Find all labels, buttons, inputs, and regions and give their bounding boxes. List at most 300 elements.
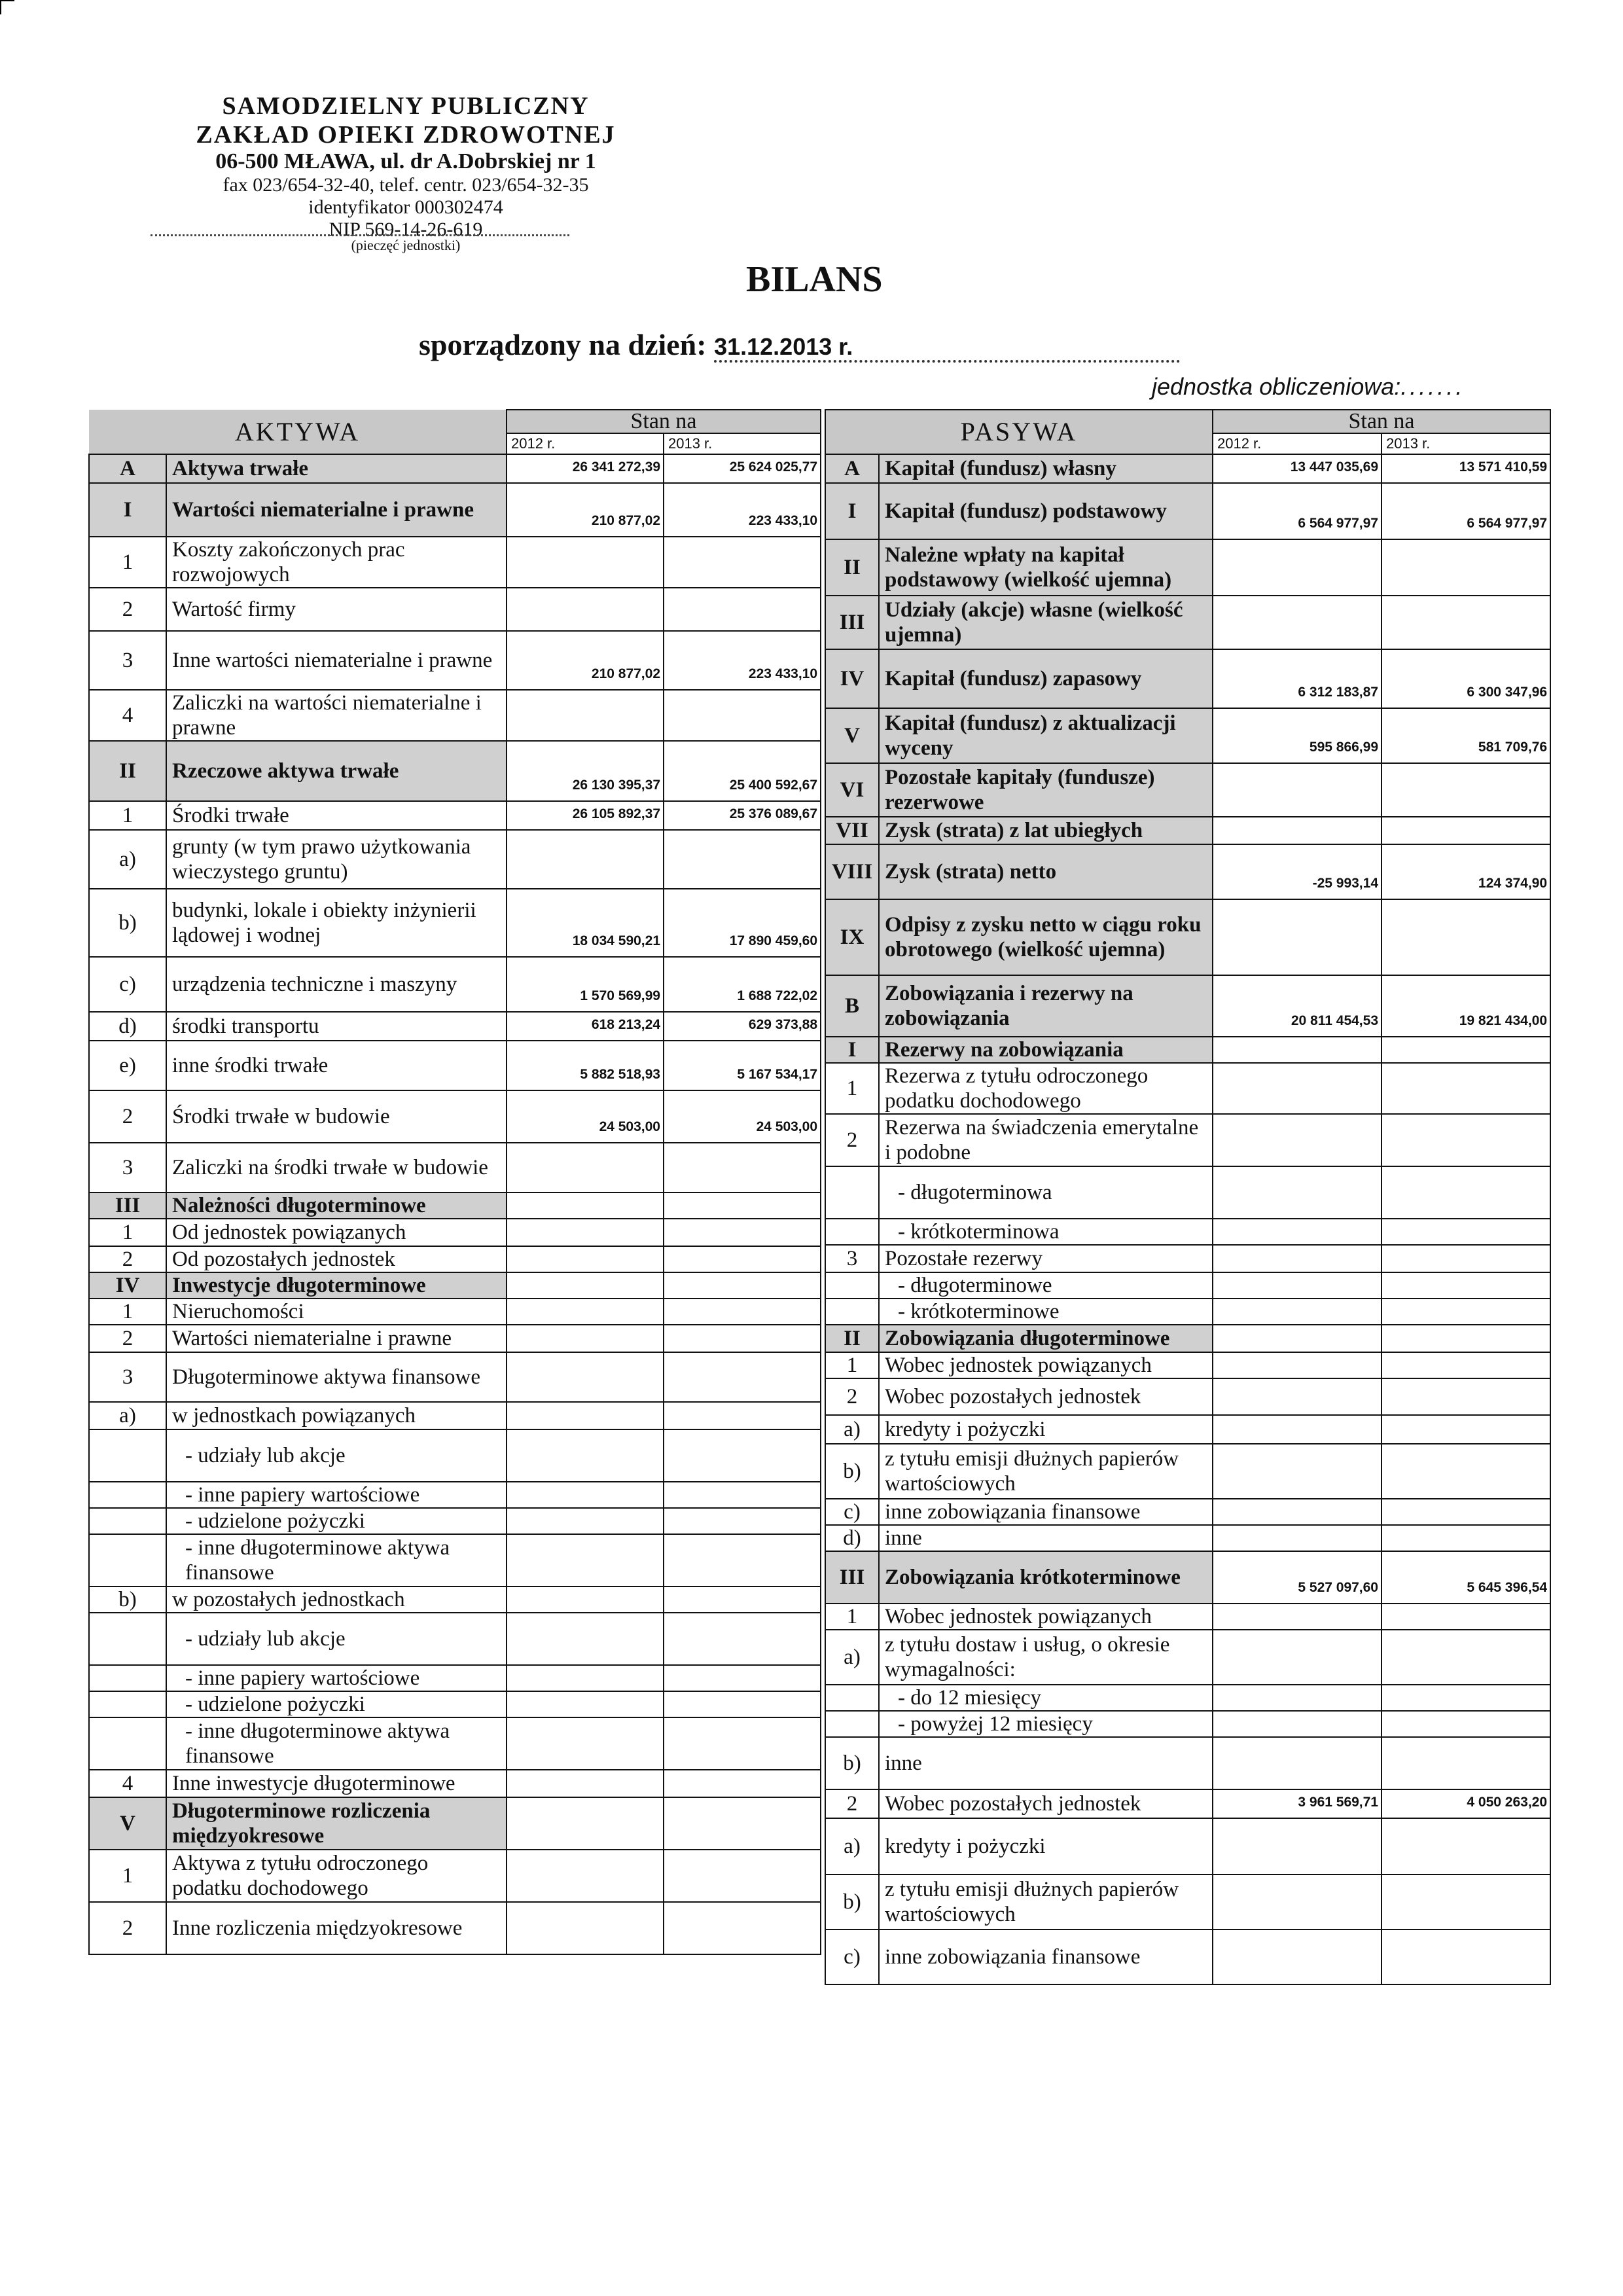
asset-row [89, 1299, 821, 1325]
asset-value-2012: 26 341 272,39 [507, 454, 664, 483]
liability-value-2012 [1213, 1063, 1382, 1114]
liability-row [825, 483, 1550, 539]
liability-value-2012 [1213, 1219, 1382, 1245]
liability-value-2012 [1213, 1299, 1382, 1325]
asset-row-label: - udzielone pożyczki [166, 1508, 507, 1534]
liability-value-2012: 20 811 454,53 [1213, 975, 1382, 1037]
asset-row [89, 1219, 821, 1246]
liability-row [825, 1166, 1550, 1219]
asset-row-label: - udziały lub akcje [166, 1429, 507, 1482]
liability-value-2012 [1213, 1499, 1382, 1525]
asset-row-number: 3 [89, 1352, 166, 1402]
liability-value-2013: 6 300 347,96 [1382, 649, 1550, 708]
liability-row-number: A [825, 454, 879, 483]
assets-header-row [89, 410, 821, 433]
stamp-dotted-line [151, 234, 569, 236]
asset-value-2013 [664, 1429, 821, 1482]
stamp-line-5: identyfikator 000302474 [308, 196, 503, 218]
liability-row-label: Wobec pozostałych jednostek [879, 1378, 1213, 1415]
liability-row-label: inne [879, 1525, 1213, 1551]
liability-row-number [825, 1166, 879, 1219]
liability-value-2012: 6 312 183,87 [1213, 649, 1382, 708]
asset-row [89, 1850, 821, 1902]
asset-row-number [89, 1482, 166, 1508]
asset-value-2012 [507, 1717, 664, 1770]
asset-value-2013 [664, 1508, 821, 1534]
document-title: BILANS [746, 259, 883, 300]
liability-row-number: II [825, 539, 879, 596]
liability-row-label: Rezerwa na świadczenia emerytalne i podobne [879, 1114, 1213, 1166]
asset-row-label: Długoterminowe aktywa finansowe [166, 1352, 507, 1402]
liability-row [825, 1219, 1550, 1245]
asset-value-2012 [507, 1613, 664, 1665]
asset-value-2012: 618 213,24 [507, 1012, 664, 1041]
asset-value-2013 [664, 1193, 821, 1219]
liability-value-2013 [1382, 1444, 1550, 1499]
liability-value-2013 [1382, 1325, 1550, 1352]
liability-row-label: Wobec jednostek powiązanych [879, 1604, 1213, 1630]
liability-row-number [825, 1272, 879, 1299]
asset-row-label: Środki trwałe [166, 801, 507, 830]
liabilities-year-2012: 2012 r. [1213, 433, 1382, 454]
asset-row-number: b) [89, 1587, 166, 1613]
asset-value-2012 [507, 1143, 664, 1193]
liability-value-2013: 13 571 410,59 [1382, 454, 1550, 483]
liability-value-2013 [1382, 1378, 1550, 1415]
subtitle-prefix: sporządzony na dzień: [419, 328, 707, 361]
asset-row [89, 1665, 821, 1691]
assets-year-2012: 2012 r. [507, 433, 664, 454]
liability-row [825, 596, 1550, 649]
liability-row-label: Wobec jednostek powiązanych [879, 1352, 1213, 1378]
asset-value-2013 [664, 1352, 821, 1402]
liability-value-2012 [1213, 1630, 1382, 1685]
asset-value-2012: 24 503,00 [507, 1090, 664, 1143]
asset-value-2013 [664, 588, 821, 631]
liability-value-2013 [1382, 1037, 1550, 1063]
asset-row-number: 2 [89, 588, 166, 631]
liability-row-number [825, 1299, 879, 1325]
asset-row [89, 1613, 821, 1665]
liability-value-2013: 4 050 263,20 [1382, 1789, 1550, 1818]
liability-row-label: inne zobowiązania finansowe [879, 1929, 1213, 1984]
liability-value-2012 [1213, 539, 1382, 596]
liability-value-2012 [1213, 596, 1382, 649]
liability-row-number: b) [825, 1444, 879, 1499]
asset-row-number: 1 [89, 537, 166, 588]
liability-row-number: b) [825, 1874, 879, 1929]
liability-row-label: Rezerwa z tytułu odroczonego podatku dochodowego [879, 1063, 1213, 1114]
unit-label: jednostka obliczeniowa: [1152, 373, 1401, 400]
liability-value-2012 [1213, 1929, 1382, 1984]
asset-row-label: Aktywa z tytułu odroczonego podatku dochodowego [166, 1850, 507, 1902]
liability-value-2012 [1213, 1114, 1382, 1166]
asset-value-2012 [507, 1850, 664, 1902]
asset-row-label: Należności długoterminowe [166, 1193, 507, 1219]
liability-row-number: c) [825, 1929, 879, 1984]
liability-value-2013 [1382, 1063, 1550, 1114]
asset-value-2012: 26 105 892,37 [507, 801, 664, 830]
asset-row-label: w pozostałych jednostkach [166, 1587, 507, 1613]
asset-row [89, 957, 821, 1012]
asset-value-2013 [664, 537, 821, 588]
asset-value-2013: 25 400 592,67 [664, 741, 821, 801]
asset-row-number: 2 [89, 1902, 166, 1954]
asset-row-number: II [89, 741, 166, 801]
liability-value-2013 [1382, 1166, 1550, 1219]
asset-row-number [89, 1717, 166, 1770]
liability-value-2012 [1213, 817, 1382, 844]
asset-row [89, 631, 821, 690]
asset-row-number: d) [89, 1012, 166, 1041]
asset-row-label: - inne długoterminowe aktywa finansowe [166, 1717, 507, 1770]
liability-row-label: Zobowiązania krótkoterminowe [879, 1551, 1213, 1604]
liability-row [825, 1299, 1550, 1325]
asset-row [89, 1246, 821, 1272]
asset-row-number: I [89, 483, 166, 537]
asset-row-number: 2 [89, 1090, 166, 1143]
asset-value-2013 [664, 1402, 821, 1429]
liability-row [825, 1063, 1550, 1114]
liability-value-2012: 3 961 569,71 [1213, 1789, 1382, 1818]
liability-row [825, 1737, 1550, 1789]
assets-header: AKTYWA [89, 410, 507, 454]
asset-row [89, 1402, 821, 1429]
liability-value-2013 [1382, 1352, 1550, 1378]
asset-row-label: Wartości niematerialne i prawne [166, 1325, 507, 1352]
asset-row [89, 1482, 821, 1508]
asset-row-number: b) [89, 889, 166, 957]
asset-row-label: Długoterminowe rozliczenia międzyokresowe [166, 1797, 507, 1850]
liability-value-2013: 581 709,76 [1382, 708, 1550, 763]
liability-row-label: - długoterminowe [879, 1272, 1213, 1299]
liability-row [825, 1352, 1550, 1378]
liability-value-2013 [1382, 1630, 1550, 1685]
asset-value-2013 [664, 1325, 821, 1352]
asset-row [89, 1041, 821, 1090]
liability-value-2013 [1382, 1929, 1550, 1984]
asset-row-label: Aktywa trwałe [166, 454, 507, 483]
asset-row-label: Zaliczki na wartości niematerialne i prawne [166, 690, 507, 741]
asset-value-2012 [507, 1429, 664, 1482]
asset-row-number: 4 [89, 1770, 166, 1797]
liability-row-label: Kapitał (fundusz) z aktualizacji wyceny [879, 708, 1213, 763]
asset-value-2013 [664, 1850, 821, 1902]
asset-row [89, 1902, 821, 1954]
liability-value-2012 [1213, 1245, 1382, 1272]
asset-value-2012 [507, 537, 664, 588]
asset-row-number: 1 [89, 1299, 166, 1325]
asset-row [89, 1352, 821, 1402]
liability-value-2012 [1213, 1325, 1382, 1352]
liability-value-2013 [1382, 1299, 1550, 1325]
asset-row [89, 1797, 821, 1850]
liability-value-2013: 5 645 396,54 [1382, 1551, 1550, 1604]
liability-value-2013 [1382, 899, 1550, 975]
asset-row-number [89, 1613, 166, 1665]
liability-row [825, 1499, 1550, 1525]
liability-row-number: III [825, 1551, 879, 1604]
liability-row-number [825, 1711, 879, 1737]
liability-value-2012 [1213, 1166, 1382, 1219]
assets-table [88, 409, 821, 1955]
liability-value-2012 [1213, 1037, 1382, 1063]
liability-value-2012 [1213, 763, 1382, 817]
liabilities-header: PASYWA [825, 410, 1213, 454]
liability-row-label: kredyty i pożyczki [879, 1415, 1213, 1444]
liability-row-number: I [825, 483, 879, 539]
liability-value-2013 [1382, 1525, 1550, 1551]
liability-row-number: 2 [825, 1114, 879, 1166]
liability-value-2012 [1213, 1818, 1382, 1874]
asset-value-2013: 1 688 722,02 [664, 957, 821, 1012]
liability-row-label: Zobowiązania i rezerwy na zobowiązania [879, 975, 1213, 1037]
asset-row [89, 1143, 821, 1193]
liability-value-2012 [1213, 1378, 1382, 1415]
asset-row-label: grunty (w tym prawo użytkowania wieczystego gruntu) [166, 830, 507, 889]
asset-row-number: 2 [89, 1246, 166, 1272]
asset-value-2012 [507, 1797, 664, 1850]
liability-value-2013 [1382, 596, 1550, 649]
asset-value-2013 [664, 1770, 821, 1797]
asset-value-2013: 24 503,00 [664, 1090, 821, 1143]
asset-value-2013: 25 376 089,67 [664, 801, 821, 830]
liability-row-label: - krótkoterminowe [879, 1299, 1213, 1325]
liability-value-2012 [1213, 1272, 1382, 1299]
stamp-line-2: ZAKŁAD OPIEKI ZDROWOTNEJ [196, 121, 616, 149]
asset-row-label: Inwestycje długoterminowe [166, 1272, 507, 1299]
asset-row-label: inne środki trwałe [166, 1041, 507, 1090]
asset-value-2012 [507, 1665, 664, 1691]
liability-value-2013 [1382, 1272, 1550, 1299]
liability-row [825, 817, 1550, 844]
asset-row-label: - inne papiery wartościowe [166, 1665, 507, 1691]
liability-row-label: Pozostałe kapitały (fundusze) rezerwowe [879, 763, 1213, 817]
asset-value-2013 [664, 1691, 821, 1717]
liability-row-number: II [825, 1325, 879, 1352]
asset-row-label: Inne rozliczenia międzyokresowe [166, 1902, 507, 1954]
balance-date: 31.12.2013 r. [714, 333, 1180, 363]
asset-row [89, 1691, 821, 1717]
liability-row-label: Zysk (strata) netto [879, 844, 1213, 899]
liability-row-label: z tytułu emisji dłużnych papierów wartościowych [879, 1874, 1213, 1929]
liability-row [825, 899, 1550, 975]
liability-row-label: - długoterminowa [879, 1166, 1213, 1219]
liability-row [825, 1789, 1550, 1818]
liability-row [825, 1685, 1550, 1711]
asset-row-label: - udziały lub akcje [166, 1613, 507, 1665]
liability-row [825, 1415, 1550, 1444]
asset-value-2012 [507, 1402, 664, 1429]
liability-value-2013 [1382, 1818, 1550, 1874]
asset-row-number [89, 1429, 166, 1482]
liability-row-label: Kapitał (fundusz) podstawowy [879, 483, 1213, 539]
asset-value-2012 [507, 1482, 664, 1508]
asset-value-2013: 17 890 459,60 [664, 889, 821, 957]
assets-stan-label: Stan na [507, 410, 821, 433]
asset-row-label: Koszty zakończonych prac rozwojowych [166, 537, 507, 588]
liability-row-number: d) [825, 1525, 879, 1551]
asset-row-number: a) [89, 1402, 166, 1429]
asset-value-2012 [507, 1219, 664, 1246]
asset-value-2013 [664, 1482, 821, 1508]
asset-value-2013: 223 433,10 [664, 483, 821, 537]
asset-value-2013 [664, 1299, 821, 1325]
asset-value-2013 [664, 1902, 821, 1954]
liability-row-label: Kapitał (fundusz) własny [879, 454, 1213, 483]
liability-value-2012 [1213, 1415, 1382, 1444]
asset-row-number: V [89, 1797, 166, 1850]
liability-row [825, 708, 1550, 763]
liability-row-number: I [825, 1037, 879, 1063]
liability-value-2012 [1213, 1737, 1382, 1789]
liability-row [825, 1037, 1550, 1063]
liability-value-2012 [1213, 1352, 1382, 1378]
asset-value-2013 [664, 1219, 821, 1246]
scan-corner-mark [0, 0, 14, 1]
liability-value-2013 [1382, 1737, 1550, 1789]
liability-row [825, 1929, 1550, 1984]
asset-row-number: III [89, 1193, 166, 1219]
asset-row [89, 537, 821, 588]
asset-row [89, 801, 821, 830]
liability-value-2013 [1382, 1711, 1550, 1737]
asset-row [89, 1272, 821, 1299]
asset-value-2012 [507, 1193, 664, 1219]
liability-row [825, 844, 1550, 899]
liability-value-2013 [1382, 1685, 1550, 1711]
liability-row-number: V [825, 708, 879, 763]
asset-value-2013 [664, 1717, 821, 1770]
liability-row-label: - krótkoterminowa [879, 1219, 1213, 1245]
asset-value-2013: 5 167 534,17 [664, 1041, 821, 1090]
calculation-unit [1152, 373, 1465, 401]
asset-row-number: 3 [89, 631, 166, 690]
asset-value-2012 [507, 1352, 664, 1402]
asset-row-number: 1 [89, 1219, 166, 1246]
asset-row-label: - inne długoterminowe aktywa finansowe [166, 1534, 507, 1587]
liability-value-2012 [1213, 1604, 1382, 1630]
stamp-line-1: SAMODZIELNY PUBLICZNY [222, 92, 590, 120]
asset-row-label: Inne wartości niematerialne i prawne [166, 631, 507, 690]
asset-row-label: Od jednostek powiązanych [166, 1219, 507, 1246]
liability-row-number: VI [825, 763, 879, 817]
stamp-line-6: NIP 569-14-26-619 [329, 219, 483, 240]
stamp-line-4: fax 023/654-32-40, telef. centr. 023/654-32-35 [223, 174, 589, 196]
asset-row-label: budynki, lokale i obiekty inżynierii lądowej i wodnej [166, 889, 507, 957]
liability-row-number: 3 [825, 1245, 879, 1272]
asset-value-2012 [507, 690, 664, 741]
liability-row [825, 763, 1550, 817]
asset-row-label: - udzielone pożyczki [166, 1691, 507, 1717]
asset-row [89, 1429, 821, 1482]
liability-row-number: 1 [825, 1063, 879, 1114]
liability-row-label: Udziały (akcje) własne (wielkość ujemna) [879, 596, 1213, 649]
liability-row [825, 1630, 1550, 1685]
liability-value-2012 [1213, 1525, 1382, 1551]
asset-value-2012: 210 877,02 [507, 631, 664, 690]
asset-value-2012 [507, 1587, 664, 1613]
liability-row-number: VIII [825, 844, 879, 899]
liability-value-2012: 595 866,99 [1213, 708, 1382, 763]
liability-value-2012: 13 447 035,69 [1213, 454, 1382, 483]
liability-value-2013 [1382, 763, 1550, 817]
scan-corner-mark-vertical [0, 0, 1, 14]
liability-value-2012 [1213, 1444, 1382, 1499]
asset-row-number: e) [89, 1041, 166, 1090]
liability-row-label: Rezerwy na zobowiązania [879, 1037, 1213, 1063]
asset-row-number: A [89, 454, 166, 483]
asset-row-label: urządzenia techniczne i maszyny [166, 957, 507, 1012]
liability-row-number: a) [825, 1818, 879, 1874]
liability-value-2013: 124 374,90 [1382, 844, 1550, 899]
asset-row [89, 830, 821, 889]
asset-value-2012 [507, 1691, 664, 1717]
asset-row [89, 1717, 821, 1770]
liability-value-2013 [1382, 1245, 1550, 1272]
liability-row [825, 649, 1550, 708]
liability-row-label: kredyty i pożyczki [879, 1818, 1213, 1874]
asset-row [89, 588, 821, 631]
liability-row-label: inne [879, 1737, 1213, 1789]
asset-value-2012 [507, 1299, 664, 1325]
liability-row-number: B [825, 975, 879, 1037]
liability-row [825, 1325, 1550, 1352]
liability-value-2013 [1382, 1499, 1550, 1525]
liability-row-number: IX [825, 899, 879, 975]
asset-row-label: Środki trwałe w budowie [166, 1090, 507, 1143]
liability-value-2013: 6 564 977,97 [1382, 483, 1550, 539]
liability-value-2013 [1382, 1604, 1550, 1630]
liability-row [825, 539, 1550, 596]
asset-value-2012 [507, 1902, 664, 1954]
liability-row-number [825, 1219, 879, 1245]
liability-value-2012 [1213, 1685, 1382, 1711]
asset-row-number [89, 1665, 166, 1691]
asset-value-2013 [664, 1665, 821, 1691]
asset-row [89, 483, 821, 537]
liability-row-number: 2 [825, 1789, 879, 1818]
asset-row [89, 690, 821, 741]
liability-value-2013: 19 821 434,00 [1382, 975, 1550, 1037]
liability-row-label: Kapitał (fundusz) zapasowy [879, 649, 1213, 708]
asset-row-number [89, 1691, 166, 1717]
liability-value-2013 [1382, 817, 1550, 844]
liability-row-label: Zysk (strata) z lat ubiegłych [879, 817, 1213, 844]
unit-dots: ....... [1400, 373, 1465, 400]
liability-value-2012 [1213, 1711, 1382, 1737]
liability-value-2012: 5 527 097,60 [1213, 1551, 1382, 1604]
asset-value-2012: 18 034 590,21 [507, 889, 664, 957]
asset-value-2013: 25 624 025,77 [664, 454, 821, 483]
liability-value-2013 [1382, 1114, 1550, 1166]
assets-year-2013: 2013 r. [664, 433, 821, 454]
asset-row-label: Wartość firmy [166, 588, 507, 631]
liabilities-year-2013: 2013 r. [1382, 433, 1550, 454]
asset-value-2012: 210 877,02 [507, 483, 664, 537]
liability-row-label: Zobowiązania długoterminowe [879, 1325, 1213, 1352]
liability-row-number: III [825, 596, 879, 649]
asset-value-2012 [507, 1508, 664, 1534]
asset-value-2013: 223 433,10 [664, 631, 821, 690]
liability-row-label: Należne wpłaty na kapitał podstawowy (wielkość ujemna) [879, 539, 1213, 596]
asset-value-2013 [664, 1272, 821, 1299]
asset-row-number [89, 1508, 166, 1534]
asset-row-number [89, 1534, 166, 1587]
asset-row [89, 1090, 821, 1143]
liability-row [825, 1378, 1550, 1415]
liability-row [825, 1711, 1550, 1737]
